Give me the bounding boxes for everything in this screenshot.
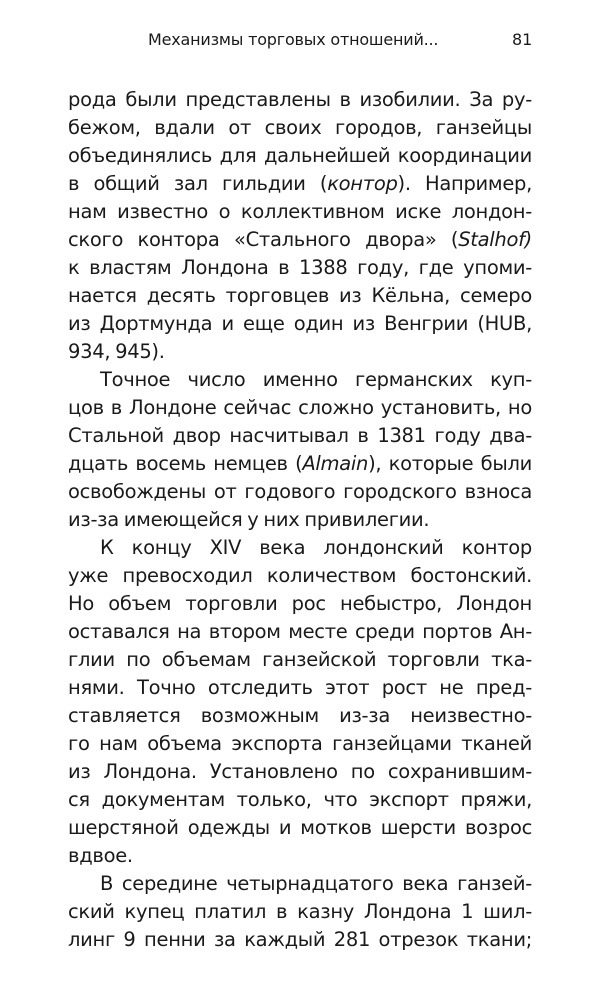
- paragraph: [68, 366, 532, 534]
- line-text: из-за имеющейся у них привилегии.: [68, 508, 430, 531]
- text-line: [68, 562, 532, 590]
- text-line: [68, 142, 532, 170]
- text-line: [68, 730, 532, 758]
- italic-term: Stalhof): [458, 228, 532, 251]
- italic-term: контор: [327, 172, 398, 195]
- line-text: уже превосходил количеством бостонский.: [68, 564, 532, 587]
- text-line: [68, 814, 532, 842]
- text-line: [68, 114, 532, 142]
- text-line: [68, 338, 532, 366]
- line-text: цов в Лондоне сейчас сложно установить, но: [68, 396, 532, 419]
- text-line: [68, 422, 532, 450]
- text-line: [68, 758, 532, 786]
- text-line: [68, 618, 532, 646]
- text-line: [68, 86, 532, 114]
- line-text: 934, 945).: [68, 340, 165, 363]
- line-text: в общий зал гильдии (: [68, 172, 328, 195]
- line-text: объединялись для дальнейшей координации: [68, 144, 532, 167]
- line-text: оставался на втором месте среди портов Ан-: [68, 620, 532, 643]
- line-text: к властям Лондона в 1388 году, где упоми-: [68, 256, 532, 279]
- line-text: бежом, вдали от своих городов, ганзейцы: [68, 116, 532, 139]
- body-text: [68, 86, 532, 954]
- line-text: нам известно о коллективном иске лондон-: [68, 200, 532, 223]
- text-line: [68, 870, 532, 898]
- line-text: из Дортмунда и еще один из Венгрии (HUB,: [68, 312, 532, 335]
- line-text: Точное число именно германских куп-: [100, 368, 532, 391]
- paragraph: [68, 86, 532, 366]
- text-line: [68, 534, 532, 562]
- text-line: [68, 198, 532, 226]
- line-text: Но объем торговли рос небыстро, Лондон: [68, 592, 532, 615]
- line-text: вдвое.: [68, 844, 133, 867]
- text-line: [68, 394, 532, 422]
- line-text: нями. Точно отследить этот рост не пред-: [68, 676, 532, 699]
- text-line: [68, 506, 532, 534]
- text-line: [68, 646, 532, 674]
- text-line: [68, 226, 532, 254]
- line-text: го нам объема экспорта ганзейцами тканей: [68, 732, 532, 755]
- line-text: из Лондона. Установлено по сохранившим-: [68, 760, 532, 783]
- text-line: [68, 702, 532, 730]
- text-line: [68, 898, 532, 926]
- line-text: ), которые были: [368, 452, 532, 475]
- text-line: [68, 254, 532, 282]
- text-line: [68, 842, 532, 870]
- italic-term: Almain: [302, 452, 369, 475]
- line-text: нается десять торговцев из Кёльна, семеро: [68, 284, 532, 307]
- line-text: линг 9 пенни за каждый 281 отрезок ткани;: [68, 928, 532, 951]
- line-text: ский купец платил в казну Лондона 1 шил-: [68, 900, 532, 923]
- line-text: ского контора «Стального двора» (: [68, 228, 459, 251]
- paragraph: [68, 534, 532, 870]
- text-line: [68, 674, 532, 702]
- text-line: [68, 450, 532, 478]
- line-text: рода были представлены в изобилии. За ру-: [68, 88, 532, 111]
- line-text: ся документам только, что экспорт пряжи,: [68, 788, 532, 811]
- line-text: шерстяной одежды и мотков шерсти возрос: [68, 816, 532, 839]
- line-text: К концу XIV века лондонский контор: [100, 536, 532, 559]
- line-text: глии по объемам ганзейской торговли тка-: [68, 648, 532, 671]
- text-line: [68, 366, 532, 394]
- line-text: освобождены от годового городского взноса: [68, 480, 532, 503]
- line-text: ). Например,: [397, 172, 532, 195]
- text-line: [68, 478, 532, 506]
- text-line: [68, 926, 532, 954]
- text-line: [68, 282, 532, 310]
- text-line: [68, 170, 532, 198]
- line-text: Стальной двор насчитывал в 1381 году два-: [68, 424, 532, 447]
- paragraph: [68, 870, 532, 954]
- text-line: [68, 310, 532, 338]
- chapter-title: Механизмы торговых отношений...: [148, 30, 439, 49]
- page-number: 81: [512, 30, 533, 49]
- line-text: дцать восемь немцев (: [68, 452, 303, 475]
- line-text: В середине четырнадцатого века ганзей-: [100, 872, 532, 895]
- text-line: [68, 590, 532, 618]
- text-line: [68, 786, 532, 814]
- line-text: ставляется возможным из-за неизвестно-: [68, 704, 532, 727]
